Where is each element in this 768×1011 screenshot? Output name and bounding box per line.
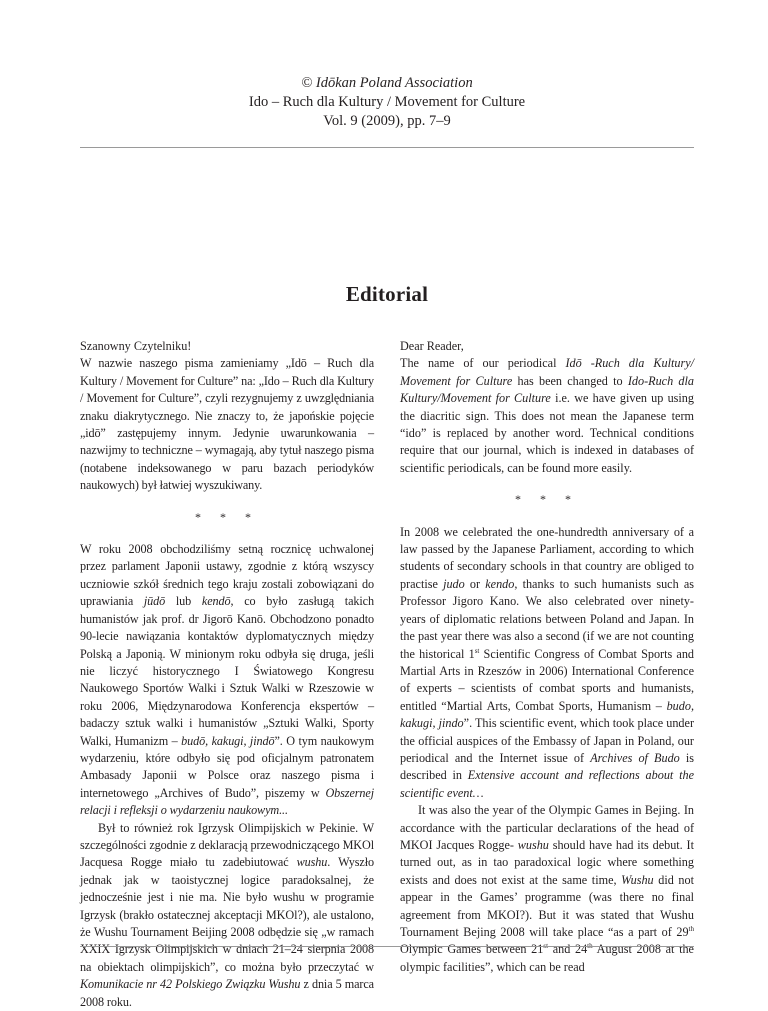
polish-paragraph-3: Był to również rok Igrzysk Olimpijskich w Pekinie. W szczególności zgodnie z deklaracją przewodniczącego MKOl Jacquesa Rogge miało tu zadebiutować wushu. Wyszło jednak jak w taoistycznej logice paradoksalnej, że jednocześnie jest i nie ma. Nie było wushu w programie Igrzysk (brakło ostatecznej akceptacji MKOl?), ale ustalono, że Wushu Tournament Beijing 2008 odbędzie się „w ramach XXIX Igrzysk Olimpijskich w dniach 21–24 sierpnia 2008 na obiektach olimpijskich”, co można było przeczytać w Komunikacie nr 42 Polskiego Związku Wushu z dnia 5 marca 2008 roku. [80, 820, 374, 1009]
polish-paragraph-2: W roku 2008 obchodziliśmy setną rocznicę uchwalonej przez parlament Japonii ustawy, zgodnie z którą wszyscy uczniowie szkół średnich tego kraju zostali zobowiązani do uprawiania jūdō lub kendō, co było zasługą takich humanistów jak prof. dr Jigorō Kanō. Obchodzono ponadto 90-lecie nawiązania kontaktów dyplomatycznych między Polską a Japonią. W minionym roku odbyła się druga, jeśli nie liczyć historycznego I Światowego Kongresu Naukowego Sportów Walki i Sztuk Walki w Rzeszowie w roku 2006, Międzynarodowa Konferencja ekspertów – badaczy sztuk walki i humanistów „Sztuki Walki, Sporty Walki, Humanizm – budō, kakugi, jindō”. O tym naukowym wydarzeniu, które odbyło się pod oficjalnym patronatem Ambasady Japonii w Polsce oraz naszego pisma i internetowego „Archives of Budo”, piszemy w Obszernej relacji i refleksji o wydarzeniu naukowym... [80, 542, 375, 818]
english-paragraph-2: In 2008 we celebrated the one-hundredth anniversary of a law passed by the Japanese Parliament, according to which students of secondary schools in that country are obliged to practise judo or kendo, thanks to such humanists such as Professor Jigoro Kano. We also celebrated over ninety-years of diplomatic relations between Poland and Japan. In the past year there was also a second (if we are not counting the historical 1st Scientific Congress of Combat Sports and Martial Arts in Rzeszów in 2006) International Conference of experts – scientists of combat sports and humanists, entitled “Martial Arts, Combat Sports, Humanism – budo, kakugi, jindo”. This scientific event, which took place under the official auspices of the Embassy of Japan in Poland, our periodical and the Internet issue of Archives of Budo is described in Extensive account and reflections about the scientific event… [400, 524, 695, 800]
section-separator: * * * [515, 492, 579, 507]
english-salutation: Dear Reader, [400, 339, 464, 353]
copyright-line: © Idōkan Poland Association [301, 75, 473, 91]
english-paragraph-3: It was also the year of the Olympic Games in Bejing. In accordance with the particular declarations of the head of MKOI Jacques Rogge- wushu should have had its debut. It turned out, as in tao paradoxical logic where something exists and does not exist at the same time, Wushu did not appear in the Games’ programme (was there no final agreement from MKOI?). But it was stated that Wushu Tournament Bejing 2008 will take place “as a part of 29th Olympic Games between 21st and 24th August 2008 at the olympic facilities”, which can be read [400, 803, 694, 974]
english-column [400, 338, 694, 976]
header-divider [80, 147, 694, 148]
english-paragraph-1: The name of our periodical Idō -Ruch dla Kultury/ Movement for Culture has been changed to Ido-Ruch dla Kultury/Movement for Culture i.e. we have given up using the diacritic sign. This does not mean the Japanese term “ido” is replaced by another word. Technical conditions require that our journal, which is indexed in databases of scientific periodicals, can be found more easily. [400, 356, 695, 475]
polish-column [80, 338, 374, 1011]
footer-divider [80, 946, 694, 947]
volume-info: Vol. 9 (2009), pp. 7–9 [323, 113, 451, 129]
journal-name: Ido – Ruch dla Kultury / Movement for Culture [248, 94, 526, 110]
polish-salutation: Szanowny Czytelniku! [80, 339, 192, 353]
section-separator: * * * [195, 509, 259, 524]
polish-paragraph-1: W nazwie naszego pisma zamieniamy „Idō – Ruch dla Kultury / Movement for Culture” na: „Ido – Ruch dla Kultury / Movement for Culture”, czyli rezygnujemy z uwzględniania znaku diakrytycznego. Nie znaczy to, że japońskie pojęcie „idō” zastępujemy innym. Jedynie uwarunkowania – nazwijmy to techniczne – wymagają, aby tytuł naszego pisma (notabene indeksowanego w paru bazach periodyków naukowych) był łatwiej wyszukiwany. [80, 356, 374, 493]
page-title: Editorial [345, 282, 429, 306]
journal-header [80, 74, 694, 131]
